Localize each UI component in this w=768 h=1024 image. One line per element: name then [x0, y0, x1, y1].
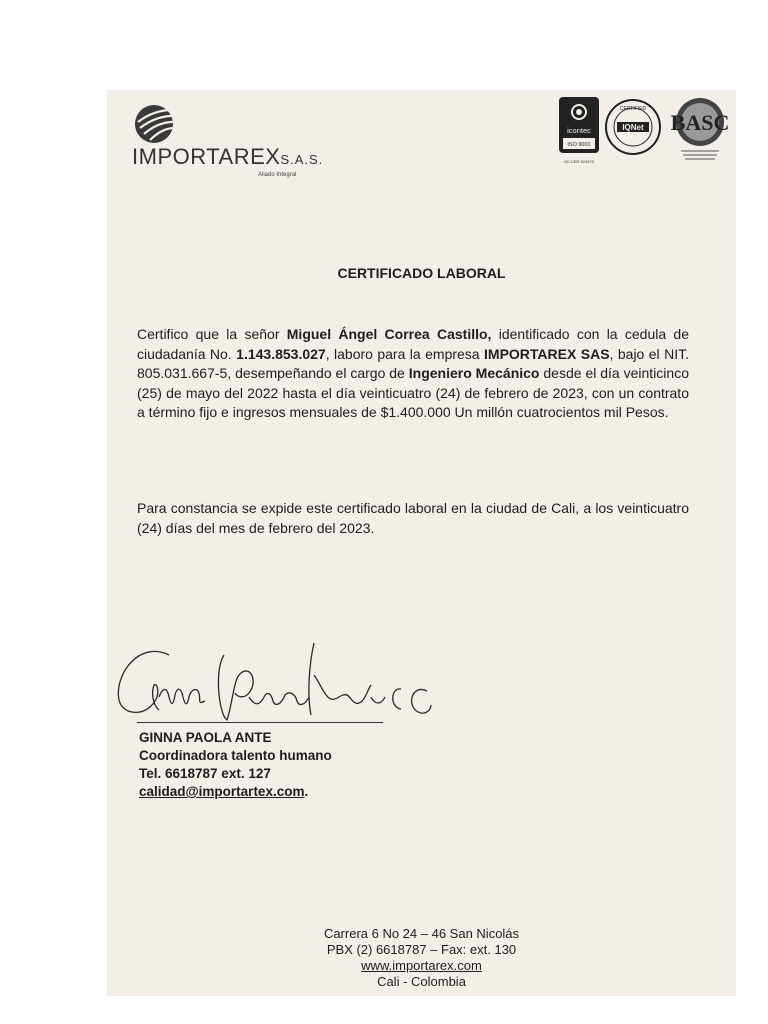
paragraph-bold-run: Ingeniero Mecánico: [408, 365, 540, 381]
iqnet-logo-icon: [606, 100, 660, 154]
signer-email-link[interactable]: calidad@importartex.com: [139, 784, 305, 799]
footer-website-link[interactable]: www.importarex.com: [361, 958, 482, 973]
footer-address: Carrera 6 No 24 – 46 San Nicolás: [323, 926, 520, 941]
signer-block: [139, 729, 332, 801]
icontec-label: icontec: [567, 126, 591, 135]
document-title: CERTIFICADO LABORAL: [337, 265, 506, 281]
signature-icon: [109, 635, 439, 735]
signature-line: [137, 722, 383, 723]
iso-label: ISO 9001: [567, 142, 591, 148]
footer-pbx: PBX (2) 6618787 – Fax: ext. 130: [326, 942, 517, 957]
signer-name: GINNA PAOLA ANTE: [139, 730, 272, 745]
company-logo: [132, 100, 332, 178]
paragraph-run: desde el día veinticinco (25) de mayo del 2022 hasta el día veinticuatro (24) de febrero de 2023, con un contrato a término fijo e ingresos mensuales de $1.400.000 Un millón cuatrocientos mil Pesos.: [137, 365, 689, 420]
signer-role: Coordinadora talento humano: [139, 748, 332, 763]
icontec-logo-icon: [559, 97, 599, 164]
basc-label: BASC: [670, 110, 730, 135]
icontec-code: SC-CER 524575: [564, 159, 594, 164]
paragraph-run: , laboro para la empresa: [325, 345, 485, 362]
company-logo-mark-icon: [132, 100, 182, 144]
paragraph-run: , bajo el NIT. 805.031.667-5, desempeñando el cargo de: [137, 345, 689, 381]
iqnet-label: IQNet: [622, 123, 644, 132]
company-name: IMPORTAREXS.A.S.: [132, 144, 324, 169]
paragraph-bold-run: 1.143.853.027: [236, 345, 326, 362]
signer-email-suffix: .: [304, 784, 309, 799]
certified-label: CERTIFIED: [619, 106, 647, 112]
certification-logos: [555, 95, 735, 175]
paragraph-run: identificado con la cedula de ciudadanía No.: [137, 326, 689, 362]
paragraph-bold-run: IMPORTAREX SAS: [484, 345, 610, 362]
company-tagline: Aliado Integral: [258, 172, 297, 178]
basc-logo-icon: [671, 98, 730, 159]
footer: [107, 926, 736, 990]
paragraph-bold-run: Miguel Ángel Correa Castillo,: [286, 326, 492, 342]
paragraph-run: Certifico que la señor: [137, 326, 287, 342]
footer-city: Cali - Colombia: [377, 974, 466, 989]
certificate-paragraph: [137, 325, 689, 423]
signer-phone: Tel. 6618787 ext. 127: [139, 766, 271, 781]
certificate-page: [107, 90, 736, 996]
closing-paragraph: Para constancia se expide este certificado laboral en la ciudad de Cali, a los veinticuatro (24) días del mes de febrero del 2023.: [137, 500, 689, 536]
